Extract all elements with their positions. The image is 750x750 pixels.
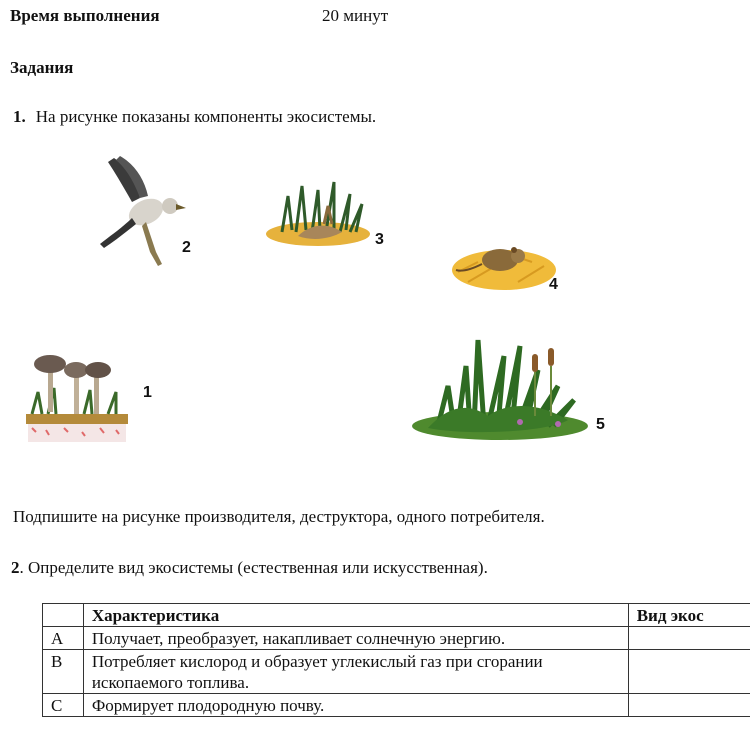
dead-animal-illustration: [262, 176, 374, 256]
question-1: [13, 107, 376, 127]
row-type-cell[interactable]: [628, 650, 750, 694]
question-2: [11, 558, 488, 578]
table-row: [43, 694, 750, 717]
table-header-row: [43, 604, 750, 627]
mouse-illustration: [448, 232, 558, 296]
table-row: [43, 650, 750, 694]
header-type: Вид экос: [628, 604, 750, 627]
row-characteristic: Формирует плодородную почву.: [83, 694, 628, 717]
question-2-text: . Определите вид экосистемы (естественная или искусственная).: [19, 558, 488, 577]
row-characteristic: Потребляет кислород и образует углекислый газ при сгорании ископаемого топлива.: [83, 650, 628, 694]
time-value: 20 минут: [322, 6, 389, 25]
bird-illustration: [96, 152, 186, 272]
row-letter: B: [43, 650, 84, 694]
figure-label-5: 5: [596, 416, 605, 433]
grass-illustration: [408, 336, 598, 444]
header-letter: [43, 604, 84, 627]
time-label: Время выполнения: [10, 6, 160, 25]
characteristics-table: [42, 603, 750, 717]
tasks-heading: Задания: [10, 58, 74, 77]
figure-label-1: 1: [143, 384, 152, 401]
question-1-instruction: Подпишите на рисунке производителя, деструктора, одного потребителя.: [13, 507, 545, 526]
row-letter: C: [43, 694, 84, 717]
row-characteristic: Получает, преобразует, накапливает солнечную энергию.: [83, 627, 628, 650]
question-1-text: На рисунке показаны компоненты экосистемы.: [35, 107, 377, 126]
question-1-number: 1.: [13, 107, 26, 126]
figure-label-4: 4: [549, 276, 558, 293]
figure-label-3: 3: [375, 231, 384, 248]
row-letter: A: [43, 627, 84, 650]
header-characteristic: Характеристика: [83, 604, 628, 627]
row-type-cell[interactable]: [628, 627, 750, 650]
question-2-number: 2: [11, 558, 20, 577]
row-type-cell[interactable]: [628, 694, 750, 717]
figure-label-2: 2: [182, 239, 191, 256]
mushrooms-illustration: [24, 348, 130, 446]
table-row: [43, 627, 750, 650]
